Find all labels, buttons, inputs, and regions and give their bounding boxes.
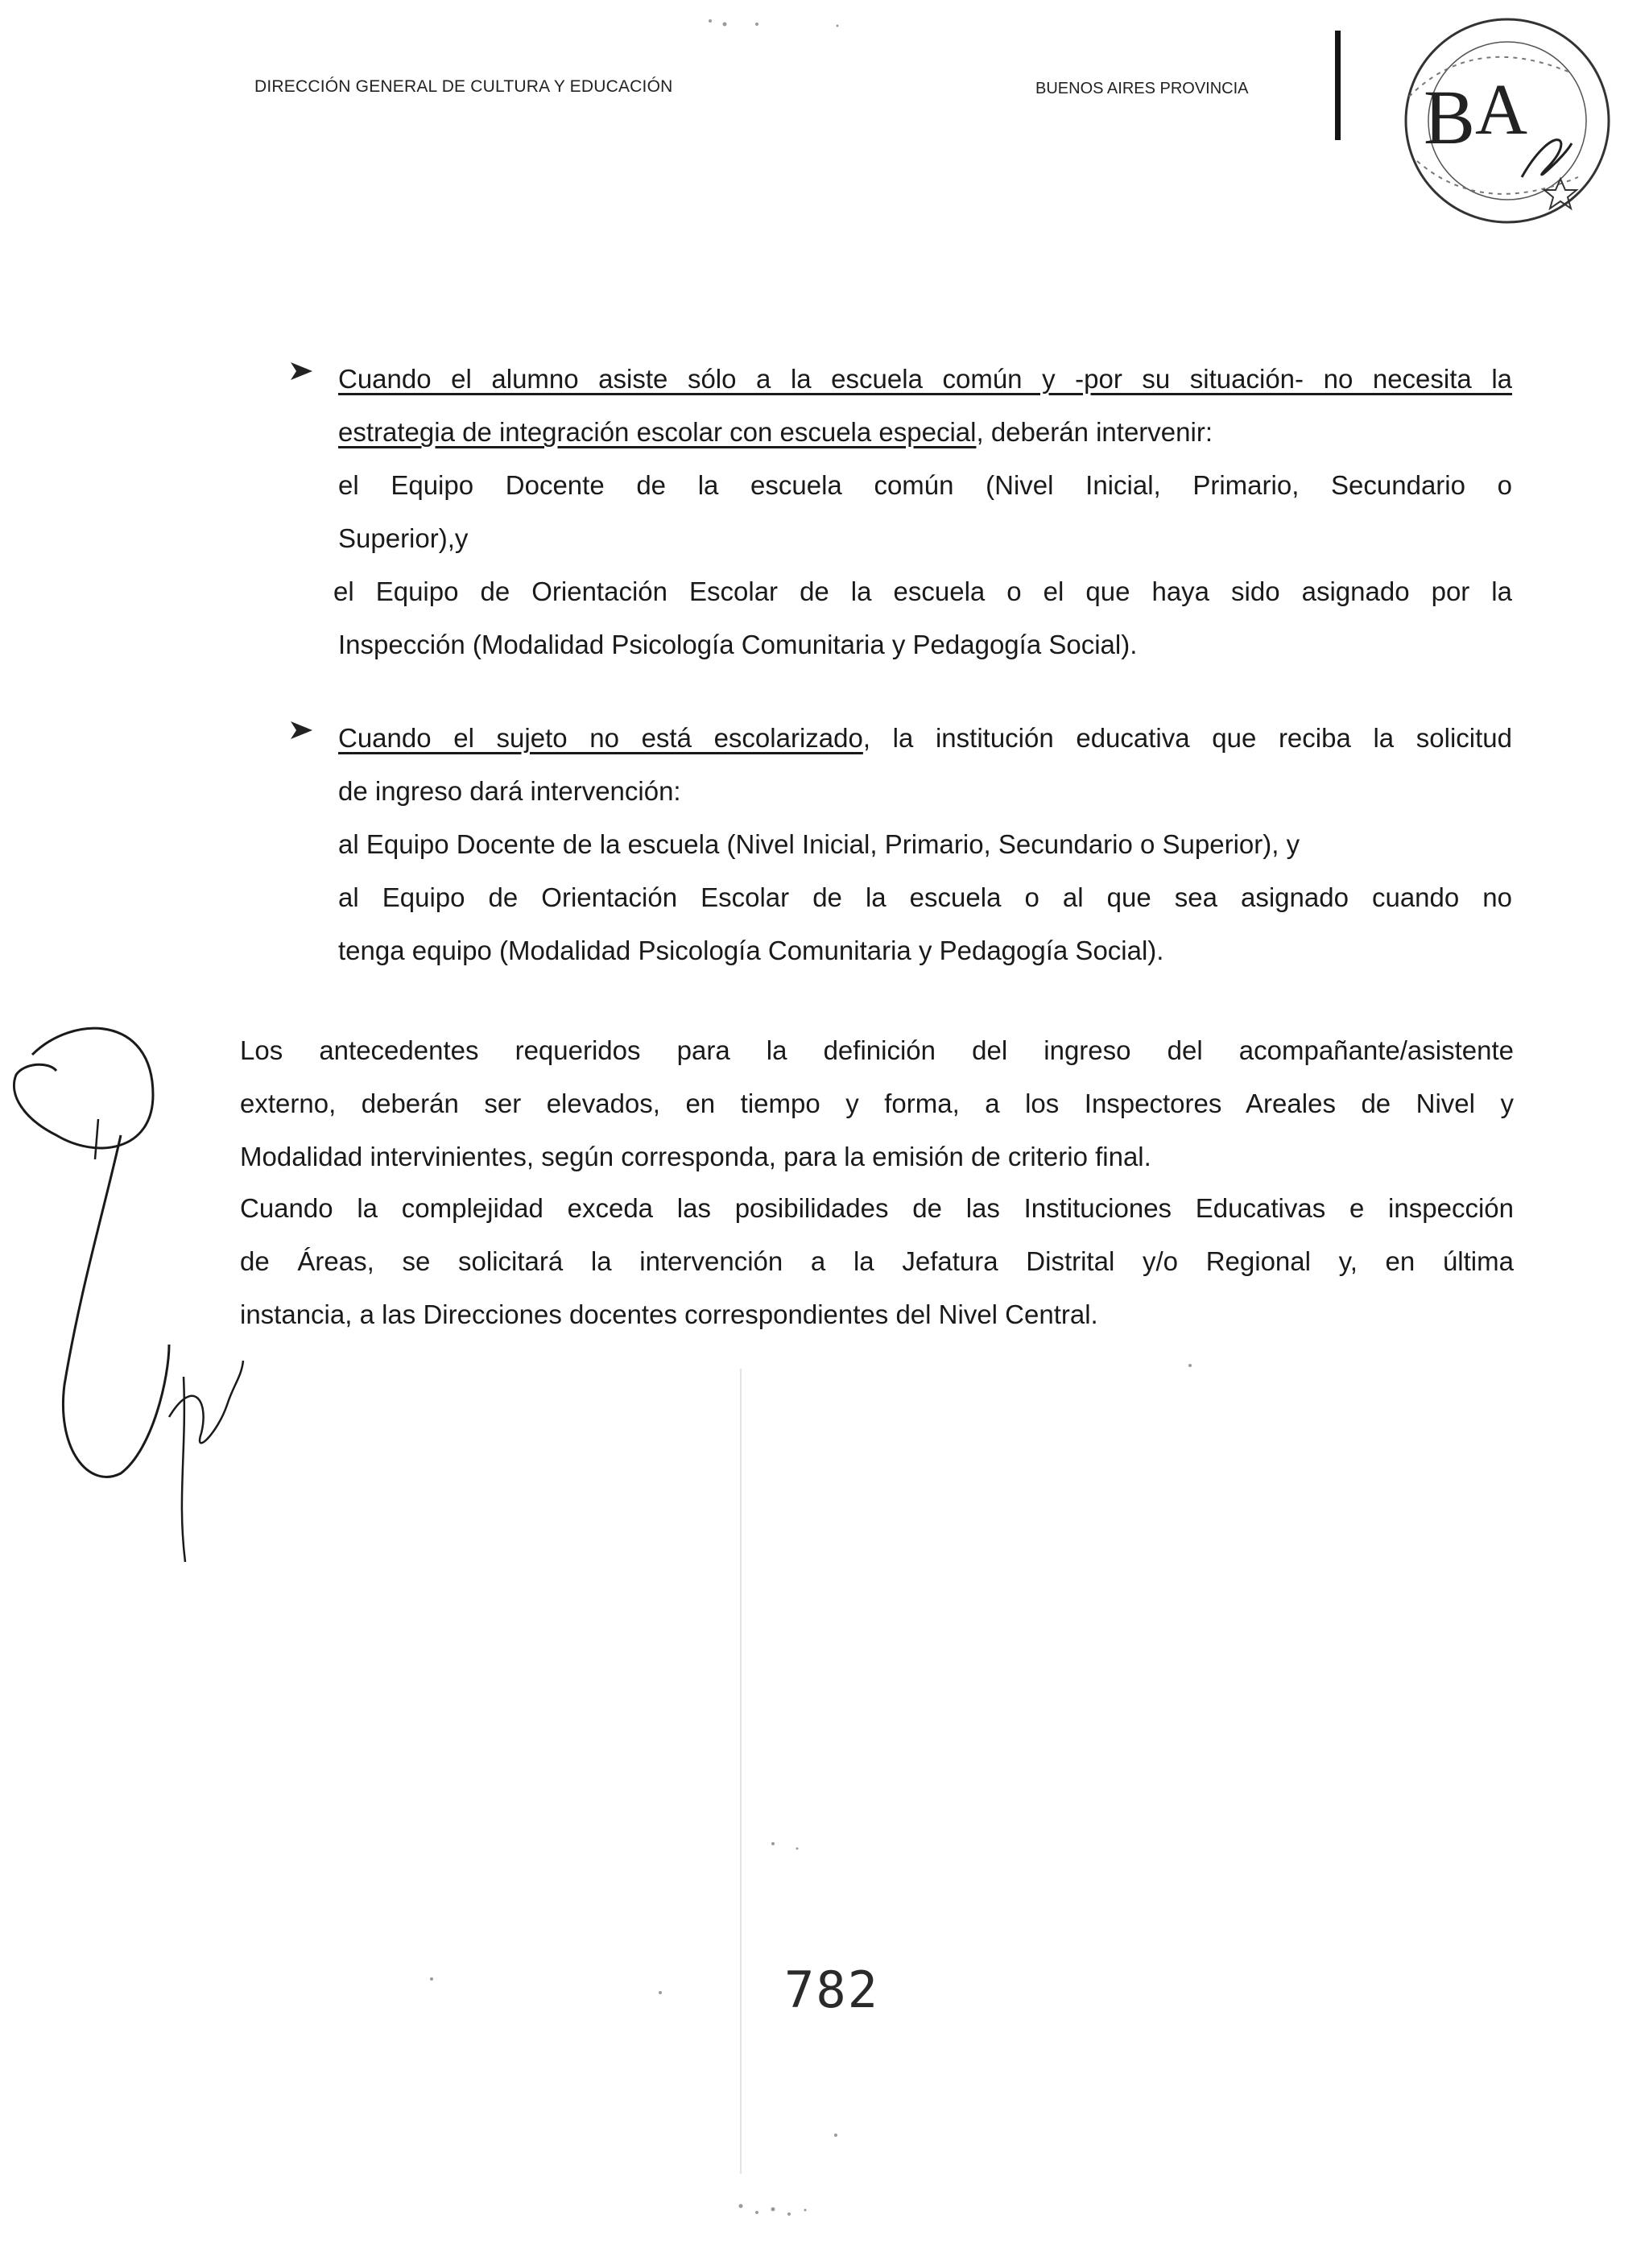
header-ministry: DIRECCIÓN GENERAL DE CULTURA Y EDUCACIÓN [254,77,673,96]
svg-text:A: A [1475,70,1527,150]
intervenor-line: tenga equipo (Modalidad Psicología Comunitaria y Pedagogía Social). [338,936,1164,965]
intervenor-line: al Equipo Docente de la escuela (Nivel Inicial, Primario, Secundario o Superior), y [338,829,1300,859]
arrow-bullet-icon [288,718,316,742]
intervenor-line: Superior),y [338,523,469,553]
underlined-condition: Cuando el alumno asiste sólo a la escuela común y -por su situación- no necesita la [338,364,1512,394]
intro-rest: de ingreso dará intervención: [338,776,681,806]
intervenor-line: el Equipo de Orientación Escolar de la escuela o el que haya sido asignado por la [333,576,1512,606]
intro-rest: , deberán intervenir: [976,417,1213,447]
intervenor-line: al Equipo de Orientación Escolar de la escuela o al que sea asignado cuando no [338,882,1512,912]
paragraph-requirements [240,1024,1514,1184]
underlined-condition: estrategia de integración escolar con escuela especial [338,417,977,447]
paragraph-line: externo, deberán ser elevados, en tiempo y forma, a los Inspectores Areales de Nivel y [240,1089,1514,1118]
paragraph-line: Modalidad intervinientes, según corresponda, para la emisión de criterio final. [240,1142,1151,1171]
handwritten-signature [0,998,290,1578]
intervenor-line: Inspección (Modalidad Psicología Comunitaria y Pedagogía Social). [338,630,1138,659]
header-divider [1335,31,1341,140]
arrow-bullet-icon [288,359,316,383]
bullet-text [338,712,1512,977]
paragraph-line: Cuando la complejidad exceda las posibilidades de las Instituciones Educativas e inspección [240,1193,1514,1223]
paragraph-complexity [240,1182,1514,1341]
paragraph-line: Los antecedentes requeridos para la definición del ingreso del acompañante/asistente [240,1035,1514,1065]
page-number: 782 [784,1960,879,2019]
svg-text:B: B [1424,74,1476,160]
paragraph-line: instancia, a las Direcciones docentes correspondientes del Nivel Central. [240,1299,1098,1329]
header-province: BUENOS AIRES PROVINCIA [1035,80,1249,97]
underlined-condition: Cuando el sujeto no está escolarizado [338,723,863,753]
paragraph-line: de Áreas, se solicitará la intervención a la Jefatura Distrital y/o Regional y, en última [240,1246,1514,1276]
intervenor-line: el Equipo Docente de la escuela común (Nivel Inicial, Primario, Secundario o [338,470,1512,500]
intro-rest: , la institución educativa que reciba la solicitud [862,723,1512,753]
bullet-text [333,353,1512,671]
official-seal-stamp [1361,0,1618,242]
